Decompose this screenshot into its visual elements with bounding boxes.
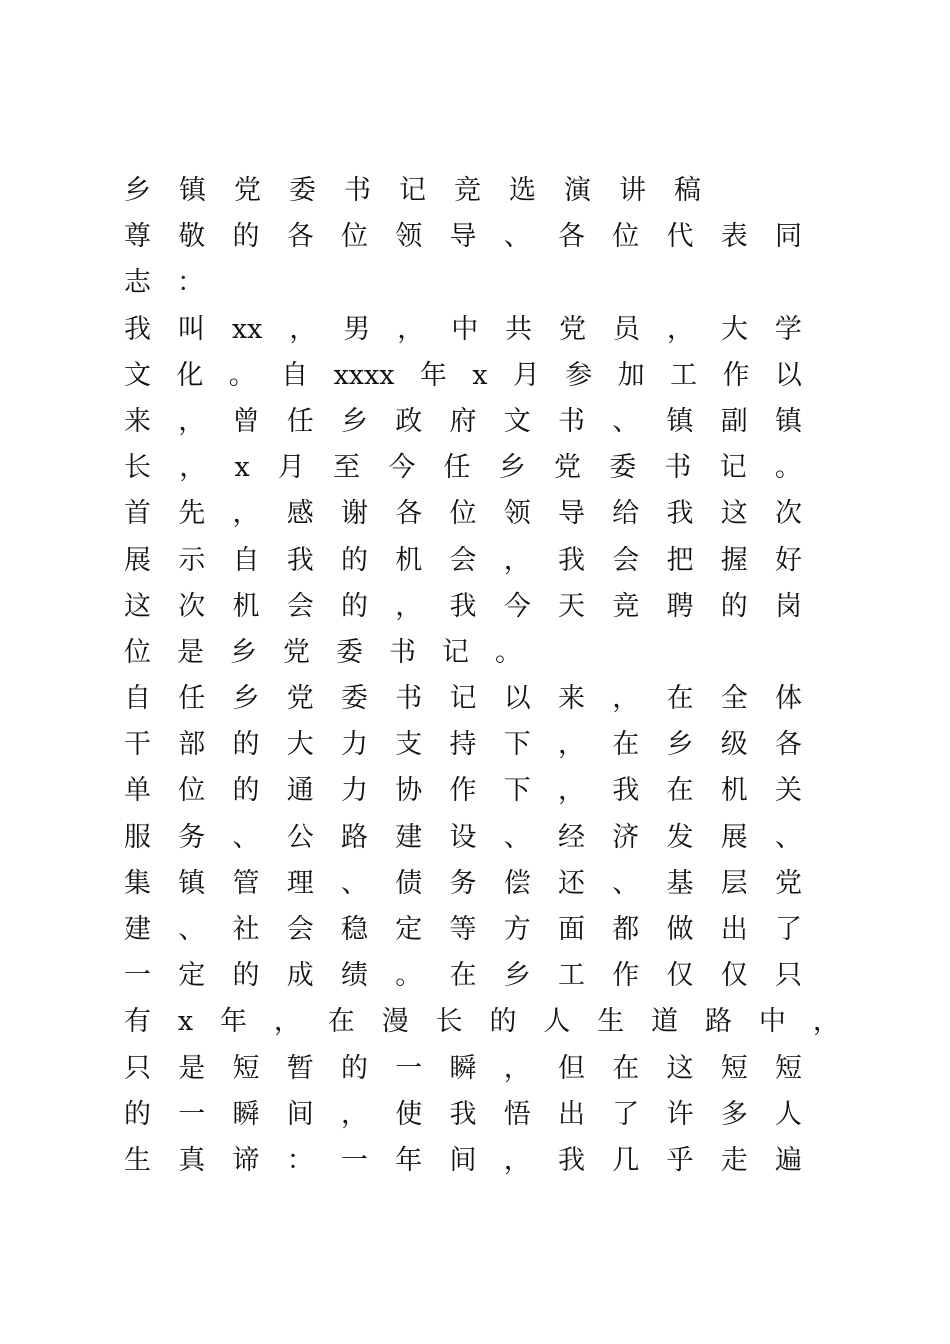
glyph: ，: [558, 775, 585, 807]
glyph: 几: [612, 1144, 640, 1176]
body-line-10: [124, 630, 844, 676]
glyph: 、: [612, 405, 640, 437]
glyph: 同: [775, 221, 802, 253]
glyph: 任: [443, 452, 471, 484]
glyph: 了: [775, 914, 802, 945]
glyph: 短: [720, 1052, 748, 1084]
glyph: 力: [341, 729, 368, 761]
glyph: 乎: [666, 1144, 694, 1176]
glyph: 月: [512, 359, 540, 391]
glyph: 演: [564, 175, 591, 206]
glyph: 代: [666, 221, 694, 253]
document-title: [124, 168, 844, 214]
glyph: 谛: [232, 1144, 260, 1176]
glyph: 先: [178, 498, 206, 530]
glyph: 设: [449, 821, 477, 853]
glyph: 首: [124, 498, 151, 530]
glyph: 我: [558, 1144, 585, 1176]
glyph: 位: [124, 636, 151, 668]
glyph: 体: [775, 683, 802, 715]
glyph: 中: [758, 1006, 786, 1038]
glyph: 债: [395, 867, 423, 899]
glyph: 瞬: [232, 1098, 260, 1130]
glyph: 的: [341, 544, 368, 576]
body-line-17: [124, 953, 802, 999]
glyph: 自: [124, 683, 151, 715]
glyph: 位: [612, 221, 640, 253]
glyph: ，: [395, 590, 423, 622]
glyph: 自: [232, 544, 260, 576]
glyph: 管: [232, 867, 260, 899]
glyph: 政: [395, 405, 423, 437]
glyph: 通: [286, 775, 314, 807]
glyph: 文: [503, 405, 531, 437]
glyph: 作: [449, 775, 477, 807]
glyph: 位: [178, 775, 206, 807]
glyph: 竞: [612, 590, 640, 622]
glyph: 社: [232, 914, 260, 945]
glyph: ，: [612, 683, 640, 715]
body-line-21: [124, 1138, 802, 1184]
glyph: 悟: [503, 1098, 531, 1130]
body-line-5: [124, 399, 802, 445]
glyph: 参: [565, 359, 593, 391]
glyph: 支: [395, 729, 423, 761]
glyph: 委: [609, 452, 637, 484]
glyph: 各: [775, 729, 802, 761]
glyph: 男: [343, 313, 371, 345]
glyph: 做: [666, 914, 694, 945]
body-line-16: [124, 907, 802, 953]
glyph: 暂: [286, 1052, 314, 1084]
glyph: 建: [124, 914, 151, 945]
glyph: 乡: [124, 175, 151, 206]
glyph: 定: [178, 960, 206, 992]
glyph: 但: [558, 1052, 585, 1084]
glyph: x: [177, 1006, 194, 1038]
glyph: 许: [666, 1098, 694, 1130]
glyph: 这: [666, 1052, 694, 1084]
glyph: 表: [720, 221, 748, 253]
glyph: 部: [178, 729, 206, 761]
glyph: 面: [558, 914, 585, 945]
glyph: 年: [419, 359, 447, 391]
glyph: 作: [612, 960, 640, 992]
glyph: 次: [178, 590, 206, 622]
glyph: 偿: [503, 867, 531, 899]
glyph: 党: [234, 175, 261, 206]
glyph: 在: [449, 960, 477, 992]
glyph: 、: [341, 867, 368, 899]
glyph: 路: [341, 821, 368, 853]
glyph: 服: [124, 821, 151, 853]
glyph: 一: [124, 960, 151, 992]
glyph: 间: [286, 1098, 314, 1130]
glyph: 党: [283, 636, 310, 668]
glyph: 乡: [503, 960, 531, 992]
body-line-1: [124, 214, 802, 260]
glyph: 我: [449, 1098, 477, 1130]
glyph: 持: [449, 729, 477, 761]
glyph: 委: [341, 683, 368, 715]
glyph: 记: [719, 452, 747, 484]
glyph: 镇: [666, 405, 694, 437]
glyph: 书: [389, 636, 416, 668]
glyph: 来: [558, 683, 585, 715]
glyph: 讲: [619, 175, 646, 206]
glyph: ，: [558, 729, 585, 761]
glyph: 次: [775, 498, 802, 530]
glyph: 会: [449, 544, 477, 576]
glyph: 镇: [179, 175, 206, 206]
glyph: 我: [666, 498, 694, 530]
glyph: 的: [232, 960, 260, 992]
glyph: 、: [612, 867, 640, 899]
glyph: 这: [124, 590, 151, 622]
glyph: 的: [232, 775, 260, 807]
glyph: 集: [124, 867, 151, 899]
glyph: 的: [232, 729, 260, 761]
glyph: 的: [720, 590, 748, 622]
glyph: 我: [286, 544, 314, 576]
glyph: 成: [286, 960, 314, 992]
glyph: 关: [775, 775, 802, 807]
glyph: ，: [178, 405, 206, 437]
glyph: 下: [503, 729, 531, 761]
glyph: 书: [344, 175, 371, 206]
glyph: 。: [495, 636, 522, 668]
glyph: 我: [612, 775, 640, 807]
glyph: 我: [558, 544, 585, 576]
glyph: 岗: [775, 590, 802, 622]
glyph: 党: [559, 313, 587, 345]
glyph: 都: [612, 914, 640, 945]
glyph: 下: [503, 775, 531, 807]
glyph: 在: [327, 1006, 355, 1038]
glyph: 只: [775, 960, 802, 992]
glyph: 。: [228, 359, 256, 391]
glyph: 导: [558, 498, 585, 530]
body-line-18: [124, 999, 840, 1045]
glyph: 工: [558, 960, 585, 992]
glyph: 叫: [177, 313, 205, 345]
glyph: 志: [124, 267, 151, 299]
body-line-3: [124, 307, 802, 353]
glyph: 济: [612, 821, 640, 853]
glyph: 一: [395, 1052, 423, 1084]
glyph: xxxx: [333, 359, 395, 391]
glyph: 把: [666, 544, 694, 576]
glyph: 走: [720, 1144, 748, 1176]
glyph: 稿: [674, 175, 701, 206]
glyph: 书: [664, 452, 692, 484]
glyph: 稳: [341, 914, 368, 945]
glyph: 选: [509, 175, 536, 206]
glyph: 今: [503, 590, 531, 622]
glyph: 共: [505, 313, 533, 345]
glyph: 以: [774, 359, 802, 391]
glyph: 书: [395, 683, 423, 715]
glyph: 生: [597, 1006, 625, 1038]
glyph: 力: [341, 775, 368, 807]
glyph: 大: [720, 313, 748, 345]
glyph: ，: [179, 452, 207, 484]
body-line-6: [124, 445, 802, 491]
body-line-4: [124, 353, 802, 399]
glyph: 化: [176, 359, 204, 391]
glyph: 协: [395, 775, 423, 807]
glyph: 瞬: [449, 1052, 477, 1084]
glyph: 展: [124, 544, 151, 576]
glyph: 级: [720, 729, 748, 761]
glyph: 员: [613, 313, 641, 345]
glyph: 在: [612, 1052, 640, 1084]
glyph: 乡: [498, 452, 526, 484]
glyph: x: [234, 452, 250, 484]
glyph: 理: [286, 867, 314, 899]
glyph: 天: [558, 590, 585, 622]
glyph: 来: [124, 405, 151, 437]
glyph: 记: [442, 636, 469, 668]
glyph: 示: [178, 544, 206, 576]
glyph: ，: [503, 1052, 531, 1084]
body-line-19: [124, 1046, 802, 1092]
glyph: 务: [178, 821, 206, 853]
glyph: 记: [449, 683, 477, 715]
glyph: 至: [333, 452, 361, 484]
glyph: ，: [667, 313, 694, 345]
glyph: 路: [705, 1006, 733, 1038]
glyph: 、: [775, 821, 802, 853]
glyph: 谢: [341, 498, 368, 530]
glyph: xx: [231, 313, 263, 345]
glyph: 是: [177, 636, 204, 668]
glyph: 书: [558, 405, 585, 437]
glyph: 自: [281, 359, 309, 391]
glyph: 的: [232, 221, 260, 253]
glyph: ，: [503, 544, 531, 576]
glyph: 方: [503, 914, 531, 945]
glyph: 任: [286, 405, 314, 437]
glyph: 文: [124, 359, 151, 391]
glyph: 一: [178, 1098, 206, 1130]
glyph: 领: [395, 221, 423, 253]
glyph: 乡: [232, 683, 260, 715]
glyph: 感: [286, 498, 314, 530]
glyph: 给: [612, 498, 640, 530]
glyph: 遍: [775, 1144, 802, 1176]
glyph: 真: [178, 1144, 206, 1176]
glyph: 年: [395, 1144, 423, 1176]
glyph: 使: [395, 1098, 423, 1130]
glyph: 党: [553, 452, 581, 484]
glyph: 、: [232, 821, 260, 853]
glyph: 基: [666, 867, 694, 899]
glyph: 位: [449, 498, 477, 530]
body-line-11: [124, 676, 802, 722]
glyph: 聘: [666, 590, 694, 622]
body-line-8: [124, 538, 802, 584]
glyph: 加: [617, 359, 645, 391]
glyph: 人: [543, 1006, 571, 1038]
glyph: 党: [775, 867, 802, 899]
glyph: 在: [666, 775, 694, 807]
glyph: 全: [720, 683, 748, 715]
glyph: 公: [286, 821, 314, 853]
glyph: ，: [232, 498, 260, 530]
glyph: 层: [720, 867, 748, 899]
glyph: 工: [670, 359, 698, 391]
glyph: 长: [124, 452, 151, 484]
glyph: 短: [775, 1052, 802, 1084]
glyph: 出: [720, 914, 748, 945]
glyph: 的: [341, 590, 368, 622]
body-line-9: [124, 584, 802, 630]
glyph: 任: [178, 683, 206, 715]
glyph: 有: [124, 1006, 151, 1038]
glyph: 副: [720, 405, 748, 437]
body-line-7: [124, 491, 802, 537]
glyph: 今: [388, 452, 416, 484]
body-line-15: [124, 861, 802, 907]
glyph: 乡: [230, 636, 257, 668]
glyph: 各: [558, 221, 585, 253]
glyph: ，: [812, 1006, 840, 1038]
glyph: ，: [503, 1144, 531, 1176]
glyph: ：: [286, 1144, 314, 1176]
glyph: 机: [720, 775, 748, 807]
glyph: 尊: [124, 221, 151, 253]
glyph: 学: [774, 313, 802, 345]
glyph: 在: [612, 729, 640, 761]
body-line-12: [124, 722, 802, 768]
glyph: 的: [489, 1006, 517, 1038]
glyph: 竞: [454, 175, 481, 206]
glyph: 仅: [666, 960, 694, 992]
glyph: 干: [124, 729, 151, 761]
body-line-2: [124, 260, 844, 306]
glyph: 。: [774, 452, 802, 484]
glyph: 中: [451, 313, 479, 345]
body-line-13: [124, 768, 802, 814]
glyph: 是: [178, 1052, 206, 1084]
glyph: 我: [449, 590, 477, 622]
glyph: 镇: [178, 867, 206, 899]
glyph: 的: [124, 1098, 151, 1130]
glyph: 道: [651, 1006, 679, 1038]
glyph: 机: [395, 544, 423, 576]
glyph: 漫: [381, 1006, 409, 1038]
glyph: 我: [124, 313, 151, 345]
glyph: ，: [341, 1098, 368, 1130]
glyph: 月: [277, 452, 305, 484]
glyph: 多: [720, 1098, 748, 1130]
glyph: 以: [503, 683, 531, 715]
glyph: 展: [720, 821, 748, 853]
glyph: 务: [449, 867, 477, 899]
glyph: 。: [395, 960, 423, 992]
glyph: 发: [666, 821, 694, 853]
glyph: 绩: [341, 960, 368, 992]
glyph: 府: [449, 405, 477, 437]
glyph: 党: [286, 683, 314, 715]
glyph: 单: [124, 775, 151, 807]
glyph: 还: [558, 867, 585, 899]
glyph: 人: [775, 1098, 802, 1130]
glyph: 在: [666, 683, 694, 715]
glyph: 的: [341, 1052, 368, 1084]
glyph: 生: [124, 1144, 151, 1176]
glyph: 经: [558, 821, 585, 853]
body-line-20: [124, 1092, 802, 1138]
glyph: 委: [336, 636, 363, 668]
glyph: 等: [449, 914, 477, 945]
glyph: ，: [289, 313, 317, 345]
glyph: 乡: [341, 405, 368, 437]
glyph: ：: [177, 267, 204, 299]
glyph: 大: [286, 729, 314, 761]
glyph: 、: [503, 821, 531, 853]
glyph: 机: [232, 590, 260, 622]
glyph: 、: [503, 221, 531, 253]
glyph: 会: [286, 590, 314, 622]
glyph: 导: [449, 221, 477, 253]
glyph: 记: [399, 175, 426, 206]
glyph: 领: [503, 498, 531, 530]
glyph: 委: [289, 175, 316, 206]
glyph: 作: [722, 359, 750, 391]
document-body: [124, 168, 844, 1184]
glyph: 曾: [232, 405, 260, 437]
glyph: ，: [397, 313, 425, 345]
glyph: 间: [449, 1144, 477, 1176]
glyph: 定: [395, 914, 423, 945]
glyph: 敬: [178, 221, 206, 253]
glyph: 长: [435, 1006, 463, 1038]
glyph: 仅: [720, 960, 748, 992]
glyph: 位: [341, 221, 368, 253]
glyph: x: [472, 359, 488, 391]
glyph: 各: [286, 221, 314, 253]
body-line-14: [124, 815, 802, 861]
glyph: 一: [341, 1144, 368, 1176]
glyph: 握: [720, 544, 748, 576]
glyph: 建: [395, 821, 423, 853]
glyph: 乡: [666, 729, 694, 761]
glyph: 只: [124, 1052, 151, 1084]
glyph: 年: [220, 1006, 248, 1038]
glyph: 、: [178, 914, 206, 945]
glyph: ，: [273, 1006, 301, 1038]
glyph: 好: [775, 544, 802, 576]
glyph: 会: [286, 914, 314, 945]
glyph: 这: [720, 498, 748, 530]
glyph: 各: [395, 498, 423, 530]
glyph: 镇: [775, 405, 802, 437]
glyph: 出: [558, 1098, 585, 1130]
glyph: 短: [232, 1052, 260, 1084]
glyph: 会: [612, 544, 640, 576]
glyph: 了: [612, 1098, 640, 1130]
